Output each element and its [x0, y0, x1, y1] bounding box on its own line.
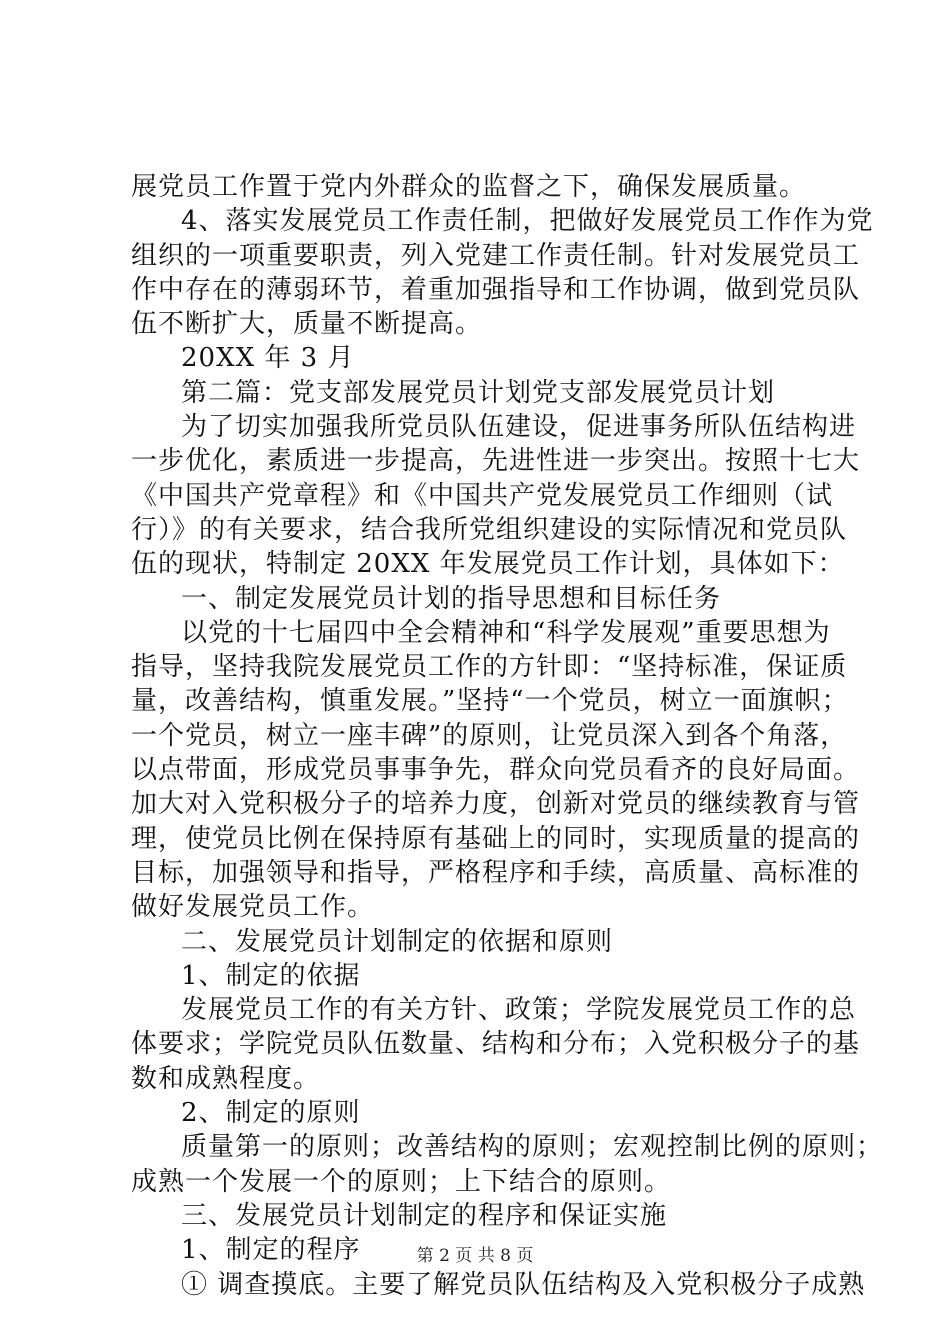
text-line: 理，使党员比例在保持原有基础上的同时，实现质量的提高的 [131, 823, 861, 854]
text-line: 二、发展党员计划制定的依据和原则 [181, 926, 614, 957]
text-line: ① 调查摸底。主要了解党员队伍结构及入党积极分子成熟 [181, 1269, 866, 1300]
text-line: 一、制定发展党员计划的指导思想和目标任务 [181, 583, 722, 614]
page-footer: 第 2 页 共 8 页 [416, 1246, 534, 1266]
text-line: 20XX 年 3 月 [181, 343, 355, 374]
text-line: 加大对入党积极分子的培养力度，创新对党员的继续教育与管 [131, 789, 861, 820]
document-body [131, 170, 884, 1302]
text-line: 数和成熟程度。 [131, 1063, 321, 1094]
text-line: 一步优化，素质进一步提高，先进性进一步突出。按照十七大 [131, 446, 861, 477]
text-line: 伍不断扩大，质量不断提高。 [131, 309, 483, 340]
text-line: 指导，坚持我院发展党员工作的方针即：“坚持标准，保证质 [131, 652, 848, 683]
text-line: 《中国共产党章程》和《中国共产党发展党员工作细则（试 [131, 480, 834, 511]
text-line: 第二篇：党支部发展党员计划党支部发展党员计划 [181, 377, 776, 408]
text-line: 展党员工作置于党内外群众的监督之下，确保发展质量。 [131, 172, 807, 202]
text-line: 以党的十七届四中全会精神和“科学发展观”重要思想为 [181, 617, 831, 648]
text-line: 以点带面，形成党员事事争先，群众向党员看齐的良好局面。 [131, 755, 861, 786]
text-line: 为了切实加强我所党员队伍建设，促进事务所队伍结构进 [181, 412, 857, 443]
text-line: 做好发展党员工作。 [131, 892, 375, 923]
text-line: 一个党员，树立一座丰碑”的原则，让党员深入到各个角落， [131, 720, 848, 751]
text-line: 2、制定的原则 [181, 1098, 361, 1129]
text-line: 4、落实发展党员工作责任制，把做好发展党员工作作为党 [181, 206, 874, 237]
text-line: 质量第一的原则；改善结构的原则；宏观控制比例的原则； [181, 1132, 884, 1163]
text-line: 行）》的有关要求，结合我所党组织建设的实际情况和党员队 [131, 514, 848, 545]
text-line: 成熟一个发展一个的原则；上下结合的原则。 [131, 1166, 672, 1197]
text-line: 发展党员工作的有关方针、政策；学院发展党员工作的总 [181, 995, 857, 1026]
text-line: 三、发展党员计划制定的程序和保证实施 [181, 1200, 668, 1231]
text-line: 1、制定的依据 [181, 960, 361, 991]
text-line: 量，改善结构，慎重发展。”坚持“一个党员，树立一面旗帜； [131, 686, 849, 717]
text-line: 作中存在的薄弱环节，着重加强指导和工作协调，做到党员队 [131, 274, 861, 305]
text-line: 目标，加强领导和指导，严格程序和手续，高质量、高标准的 [131, 857, 861, 888]
text-line: 组织的一项重要职责，列入党建工作责任制。针对发展党员工 [131, 240, 861, 271]
text-line: 体要求；学院党员队伍数量、结构和分布；入党积极分子的基 [131, 1029, 861, 1060]
text-line: 伍的现状，特制定 20XX 年发展党员工作计划，具体如下： [131, 549, 845, 580]
text-line: 1、制定的程序 [181, 1235, 361, 1266]
